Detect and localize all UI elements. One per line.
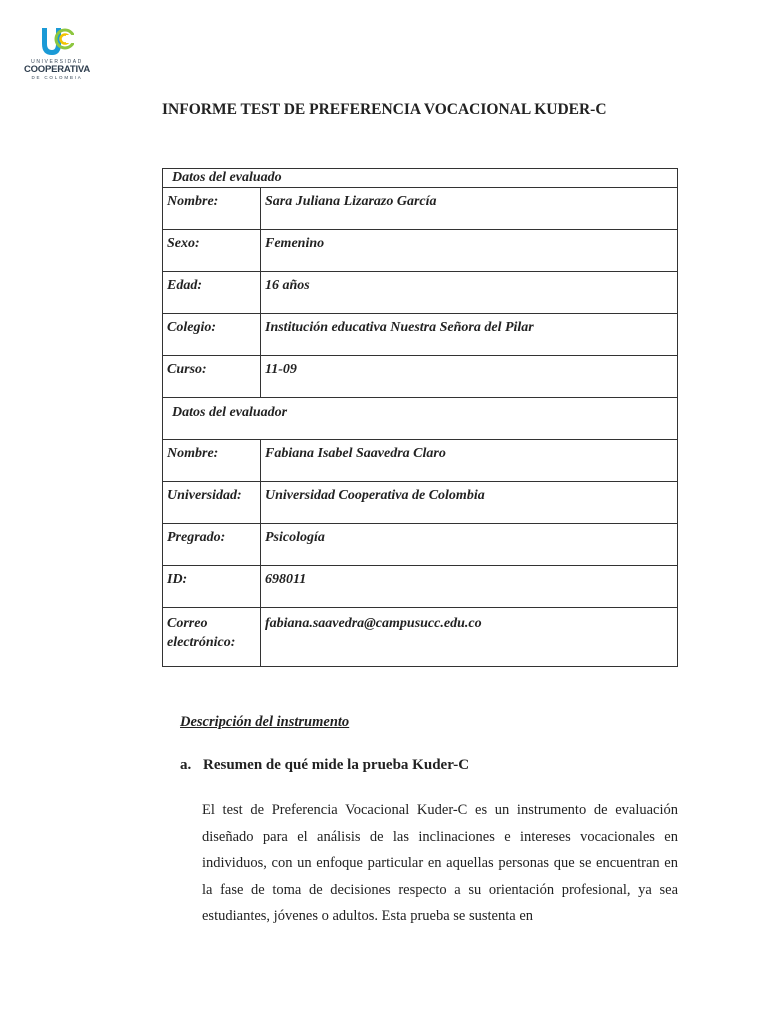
table-row [163,482,678,524]
logo-line-1: UNIVERSIDAD [31,59,83,65]
row-value: fabiana.saavedra@campusucc.edu.co [261,608,678,667]
table-row [163,314,678,356]
report-title: INFORME TEST DE PREFERENCIA VOCACIONAL KUDER-C [162,101,607,118]
table-row [163,272,678,314]
table-row [163,188,678,230]
row-label: Sexo: [163,230,261,272]
evaluador-header-row [163,398,678,440]
row-value: 698011 [261,566,678,608]
row-label: Pregrado: [163,524,261,566]
university-logo-icon [40,26,74,58]
university-logo [22,26,92,84]
row-value: Psicología [261,524,678,566]
data-table [162,168,678,667]
row-value: Institución educativa Nuestra Señora del Pilar [261,314,678,356]
evaluador-header: Datos del evaluador [163,398,678,440]
logo-line-2: COOPERATIVA [23,64,91,75]
logo-line-3: DE COLOMBIA [31,75,83,80]
row-value: Femenino [261,230,678,272]
table-row [163,356,678,398]
row-label: Curso: [163,356,261,398]
table-row [163,230,678,272]
row-value: 16 años [261,272,678,314]
logo-text [22,59,92,81]
table-row [163,524,678,566]
row-value: Sara Juliana Lizarazo García [261,188,678,230]
row-label: Universidad: [163,482,261,524]
section-heading: Descripción del instrumento [180,714,350,730]
list-marker: a. [180,757,192,773]
table-row [163,608,678,667]
row-value: Fabiana Isabel Saavedra Claro [261,440,678,482]
table-row [163,440,678,482]
list-item-heading [180,757,469,774]
evaluado-header: Datos del evaluado [163,169,678,188]
row-label: Nombre: [163,188,261,230]
row-value: Universidad Cooperativa de Colombia [261,482,678,524]
row-label: Nombre: [163,440,261,482]
row-label: ID: [163,566,261,608]
row-value: 11-09 [261,356,678,398]
row-label: Edad: [163,272,261,314]
evaluado-header-row [163,169,678,188]
body-paragraph: El test de Preferencia Vocacional Kuder-C es un instrumento de evaluación diseñado para el análisis de las inclinaciones e intereses vocacionales en individuos, con un enfoque particular en aquellas personas que se encuentran en la fase de toma de decisiones respecto a su orientación profesional, ya sea estudiantes, jóvenes o adultos. Esta prueba se sustenta en [202,802,678,924]
row-label: Colegio: [163,314,261,356]
list-item-title: Resumen de qué mide la prueba Kuder-C [203,757,470,773]
row-label: Correo electrónico: [163,608,261,667]
table-row [163,566,678,608]
